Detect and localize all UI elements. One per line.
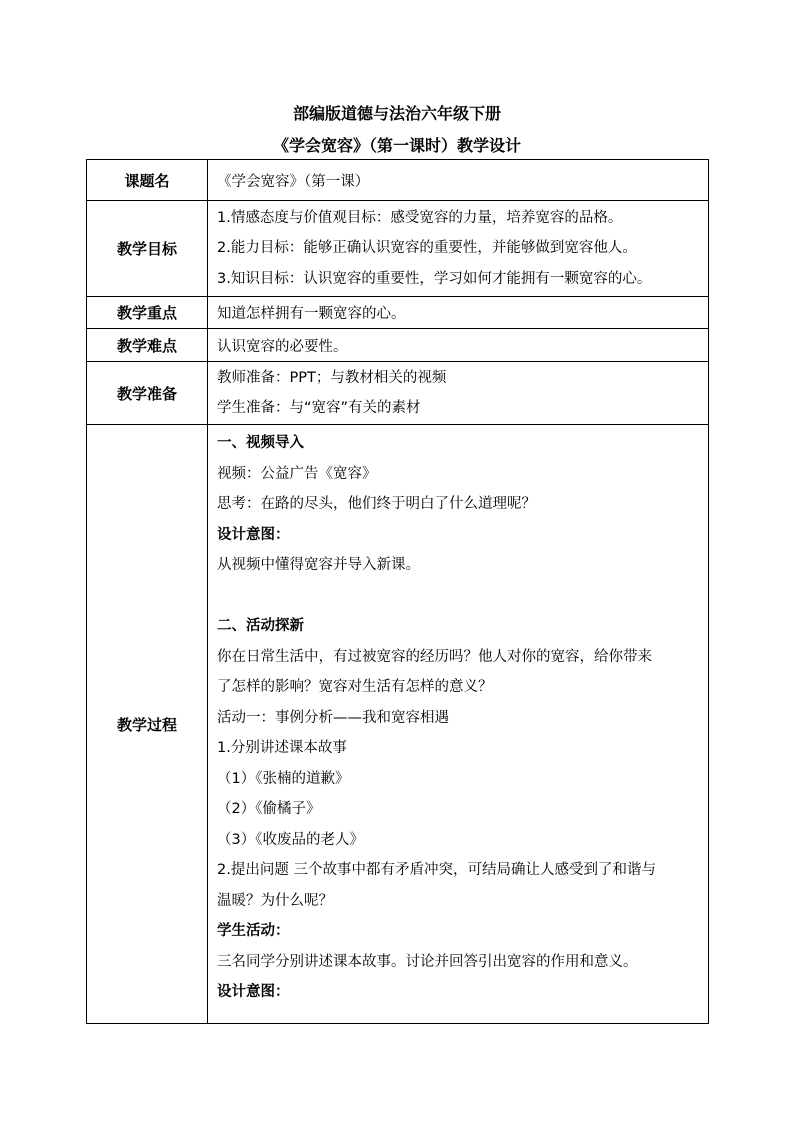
value-key-point: 知道怎样拥有一颗宽容的心。 (208, 297, 709, 329)
row-process (87, 425, 709, 1024)
row-key-point (87, 297, 709, 329)
objective-item: 2.能力目标：能够正确认识宽容的重要性，并能够做到宽容他人。 (217, 240, 637, 257)
value-difficulty: 认识宽容的必要性。 (208, 329, 709, 362)
section-heading: 一、视频导入 (217, 435, 304, 451)
process-line: 思考：在路的尽头，他们终于明白了什么道理呢？ (217, 496, 536, 512)
row-preparation (87, 362, 709, 425)
story-item: （3）《收废品的老人》 (217, 831, 364, 848)
row-topic (87, 160, 709, 201)
label-key-point: 教学重点 (87, 297, 208, 329)
value-preparation (208, 362, 709, 425)
value-topic: 《学会宽容》（第一课） (208, 160, 709, 201)
design-intent-heading: 设计意图： (217, 526, 290, 543)
process-line: 视频：公益广告《宽容》 (217, 465, 377, 482)
student-activity-heading: 学生活动： (217, 923, 290, 939)
process-line: 从视频中懂得宽容并导入新课。 (217, 557, 420, 573)
label-process: 教学过程 (87, 425, 208, 1024)
process-line: 活动一：事例分析——我和宽容相遇 (217, 709, 449, 726)
document-subtitle: 《学会宽容》（第一课时）教学设计 (272, 136, 521, 155)
document-title: 部编版道德与法治六年级下册 (292, 104, 501, 123)
process-line: 了怎样的影响？宽容对生活有怎样的意义？ (217, 679, 493, 695)
label-difficulty: 教学难点 (87, 329, 208, 362)
spacer (217, 581, 702, 612)
process-line: 你在日常生活中，有过被宽容的经历吗？他人对你的宽容，给你带来 (217, 648, 652, 665)
story-item: （1）《张楠的道歉》 (217, 770, 350, 787)
process-line: 温暖？为什么呢？ (217, 892, 333, 909)
value-objectives (208, 201, 709, 297)
label-preparation: 教学准备 (87, 362, 208, 425)
objective-item: 1.情感态度与价值观目标：感受宽容的力量，培养宽容的品格。 (217, 209, 623, 226)
row-difficulty (87, 329, 709, 362)
process-line: 1.分别讲述课本故事 (217, 740, 347, 756)
label-objectives: 教学目标 (87, 201, 208, 297)
preparation-item: 教师准备：PPT；与教材相关的视频 (217, 369, 447, 386)
objective-item: 3.知识目标：认识宽容的重要性，学习如何才能拥有一颗宽容的心。 (217, 270, 652, 287)
story-item: （2）《偷橘子》 (217, 801, 321, 817)
value-process (208, 425, 709, 1024)
section-heading: 二、活动探新 (217, 618, 304, 634)
process-line: 2.提出问题 三个故事中都有矛盾冲突，可结局确让人感受到了和谐与 (217, 862, 656, 878)
process-line: 三名同学分别讲述课本故事。讨论并回答引出宽容的作用和意义。 (217, 953, 638, 970)
label-topic: 课题名 (87, 160, 208, 201)
row-objectives (87, 201, 709, 297)
preparation-item: 学生准备：与“宽容”有关的素材 (217, 400, 421, 416)
lesson-plan-table (86, 159, 709, 1024)
design-intent-heading: 设计意图： (217, 984, 290, 1000)
